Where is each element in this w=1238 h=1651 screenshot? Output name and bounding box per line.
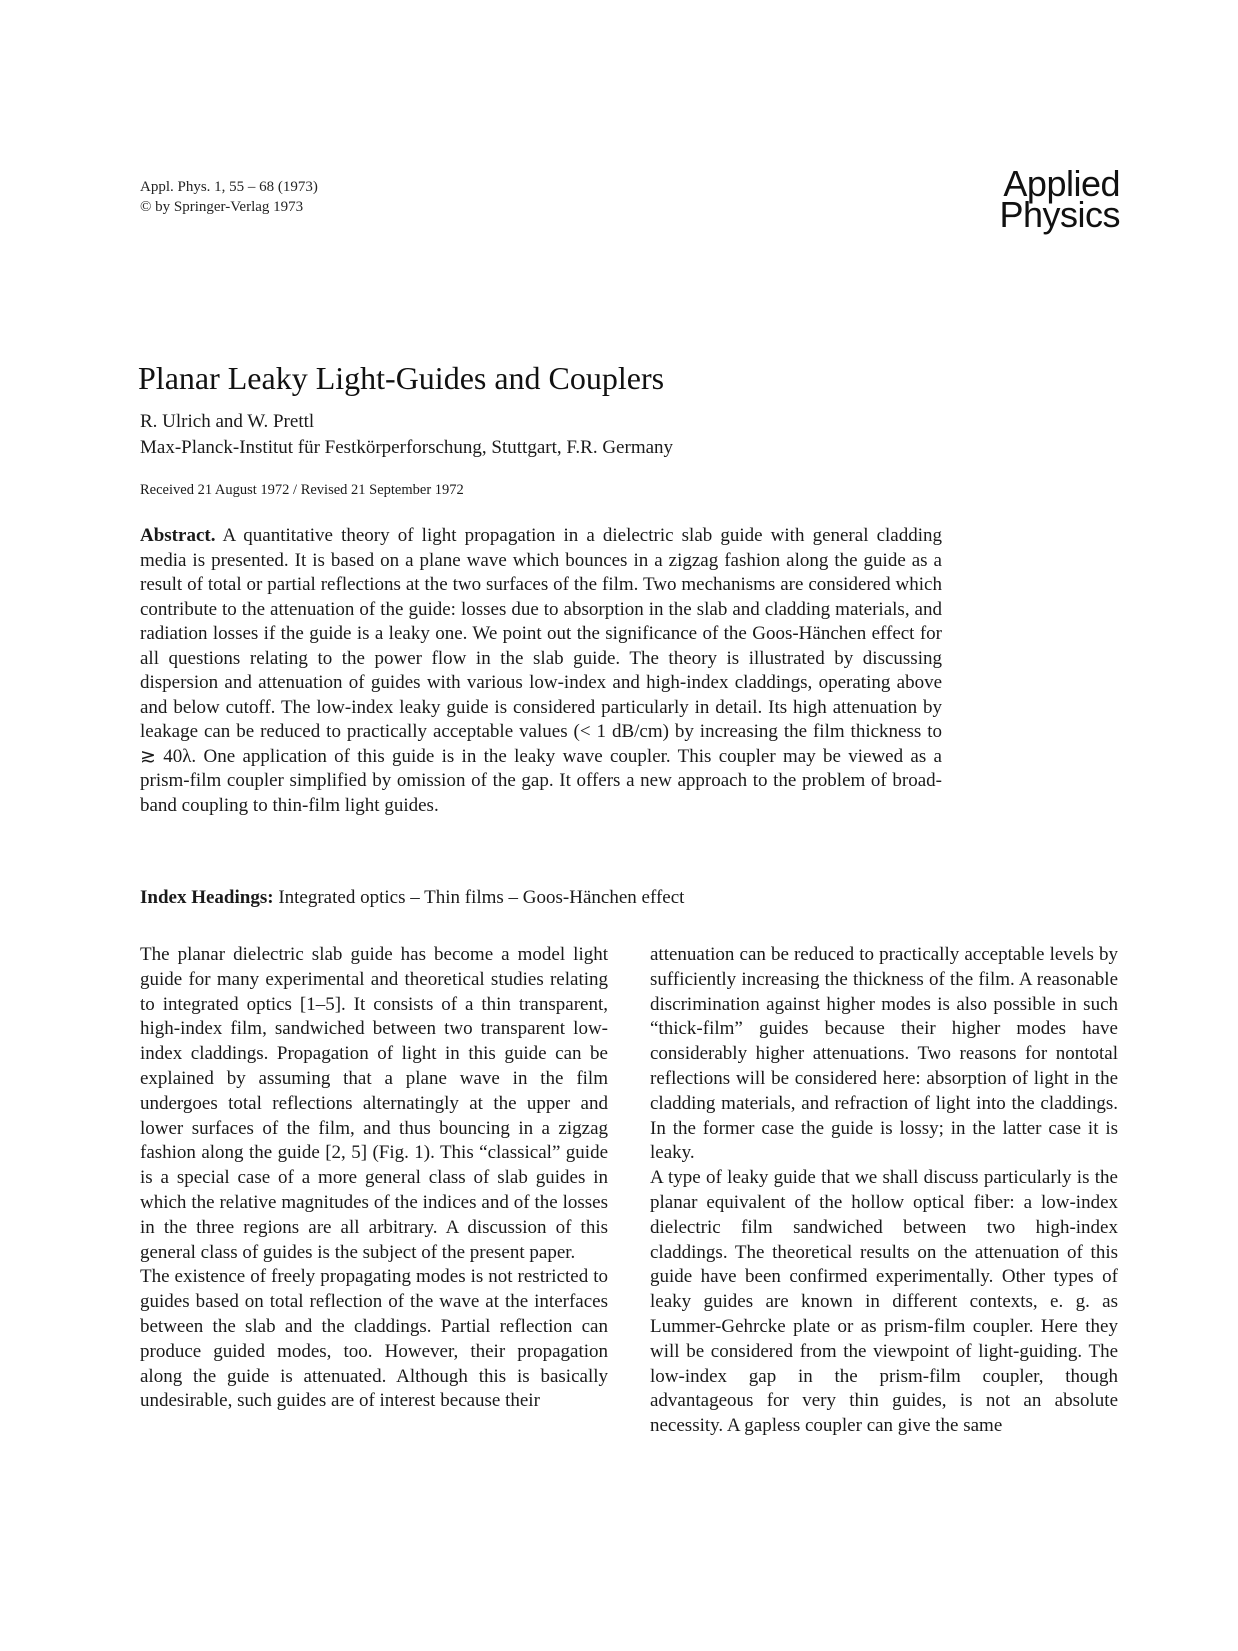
journal-citation (140, 177, 318, 217)
body-paragraph: The existence of freely propagating modes is not restricted to guides based on total reflection of the wave at the interfaces between the slab and the claddings. Partial reflection can produce guided modes, too. However, their propagation along the guide is attenuated. Although this is basically undesirable, such guides are of interest because their (140, 1266, 608, 1412)
article-affiliation: Max-Planck-Institut für Festkörperforschung, Stuttgart, F.R. Germany (140, 437, 674, 458)
article-title: Planar Leaky Light-Guides and Couplers (138, 360, 665, 396)
body-paragraph: The planar dielectric slab guide has become a model light guide for many experimental and theoretical studies relating to integrated optics [1–5]. It consists of a thin transparent, high-index film, sandwiched between two transparent low-index claddings. Propagation of light in this guide can be explained by assuming that a plane wave in the film undergoes total reflections alternatingly at the upper and lower surfaces of the film, and thus bouncing in a zigzag fashion along the guide [2, 5] (Fig. 1). This “classical” guide is a special case of a more general class of slab guides in which the relative magnitudes of the indices and of the losses in the three regions are all arbitrary. A discussion of this general class of guides is the subject of the present paper. (140, 944, 608, 1263)
index-headings-label: Index Headings: (140, 887, 274, 908)
abstract-text: A quantitative theory of light propagation in a dielectric slab guide with general cladding media is presented. It is based on a plane wave which bounces in a zigzag fashion along the guide as a result of total or partial reflections at the two surfaces of the film. Two mechanisms are considered which contribute to the attenuation of the guide: losses due to absorption in the slab and cladding materials, and radiation losses if the guide is a leaky one. We point out the significance of the Goos-Hänchen effect for all questions relating to the power flow in the slab guide. The theory is illustrated by discussing dispersion and attenuation of guides with various low-index and high-index claddings, operating above and below cutoff. The low-index leaky guide is considered particularly in detail. Its high attenuation by leakage can be reduced to practically acceptable values (< 1 dB/cm) by increasing the film thickness to ≳ 40λ. One application of this guide is in the leaky wave coupler. This coupler may be viewed as a prism-film coupler simplified by omission of the gap. It offers a new approach to the problem of broad-band coupling to thin-film light guides. (140, 525, 942, 817)
body-column-right (650, 943, 1118, 1439)
abstract (140, 524, 942, 819)
article-authors: R. Ulrich and W. Prettl (140, 411, 315, 432)
citation-copyright: © by Springer-Verlag 1973 (140, 199, 304, 215)
index-headings-text: Integrated optics – Thin films – Goos-Hänchen effect (278, 887, 685, 908)
abstract-label: Abstract. (140, 525, 216, 546)
body-paragraph: A type of leaky guide that we shall discuss particularly is the planar equivalent of the hollow optical fiber: a low-index dielectric film sandwiched between two high-index claddings. The theoretical results on the attenuation of this guide have been confirmed experimentally. Other types of leaky guides are known in different contexts, e. g. as Lummer-Gehrcke plate or as prism-film coupler. Here they will be considered from the viewpoint of light-guiding. The low-index gap in the prism-film coupler, though advantageous for very thin guides, is not an absolute necessity. A gapless coupler can give the same (650, 1167, 1118, 1437)
index-headings (140, 886, 942, 910)
journal-logo-line-physics: Physics (999, 194, 1120, 235)
citation-volume-pages: Appl. Phys. 1, 55 – 68 (1973) (140, 179, 318, 195)
journal-logo-line-applied: Applied (1003, 163, 1120, 204)
body-column-left (140, 943, 608, 1414)
body-paragraph: attenuation can be reduced to practically acceptable levels by sufficiently increasing the thickness of the film. A reasonable discrimination against higher modes is also possible in such “thick-film” guides because their higher modes have considerably higher attenuations. Two reasons for nontotal reflections will be considered here: absorption of light in the cladding materials, and refraction of light into the claddings. In the former case the guide is lossy; in the latter case it is leaky. (650, 944, 1118, 1164)
received-dates: Received 21 August 1972 / Revised 21 September 1972 (140, 482, 464, 498)
journal-logo (930, 163, 1120, 235)
